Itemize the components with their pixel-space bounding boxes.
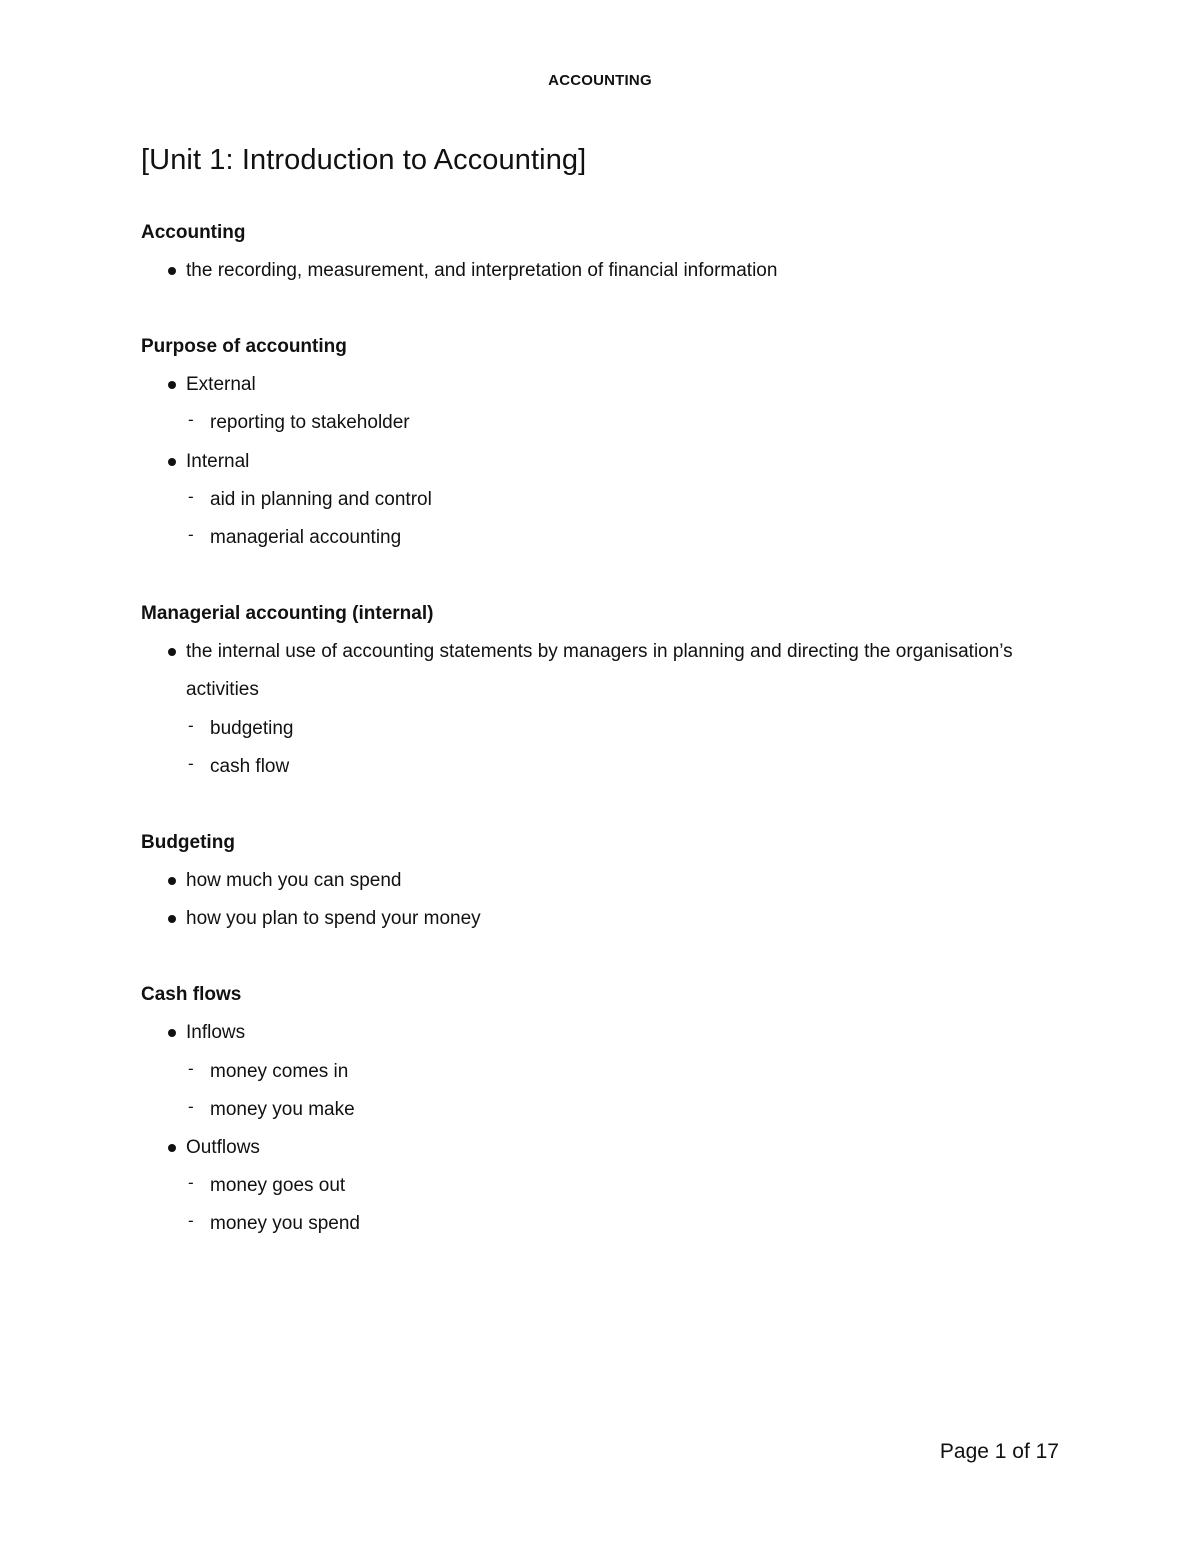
bullet-icon [168,915,176,923]
section-heading: Purpose of accounting [141,336,347,358]
section-cash-flows [141,976,1061,1243]
page-number: Page 1 of 17 [939,1440,1059,1463]
sub-list-item [186,1167,1061,1205]
dash-icon: - [188,1058,194,1078]
list-item-text: how you plan to spend your money [186,908,481,930]
bullet-list [141,252,1061,290]
section-purpose-of-accounting [141,328,1061,557]
dash-icon: - [188,753,194,773]
section-heading: Budgeting [141,832,235,854]
bullet-icon [168,381,176,389]
list-item [141,900,1061,938]
list-item-text: External [186,374,256,396]
section-heading: Managerial accounting (internal) [141,603,434,625]
dash-icon: - [188,410,194,430]
sub-list-item [186,1205,1061,1243]
list-item [141,366,1061,442]
list-item-text: Outflows [186,1137,260,1159]
list-item [141,1129,1061,1244]
sub-list [186,404,1061,442]
bullet-icon [168,458,176,466]
list-item-text: the recording, measurement, and interpretation of financial information [186,260,778,281]
sub-list [186,481,1061,557]
dash-icon: - [188,525,194,545]
dash-icon: - [188,1173,194,1193]
sub-list-item [186,710,1061,748]
bullet-list [141,1014,1061,1243]
sub-list-item [186,1091,1061,1129]
bullet-icon [168,267,176,275]
list-item-text: Inflows [186,1022,246,1044]
bullet-list [141,366,1061,557]
bullet-icon [168,877,176,885]
section-heading: Accounting [141,222,246,243]
section-managerial-accounting [141,595,1061,786]
sub-list [186,1167,1061,1243]
dash-icon: - [188,486,194,506]
section-heading: Cash flows [141,984,242,1006]
sub-item-text: money comes in [210,1060,349,1082]
section-budgeting [141,824,1061,938]
dash-icon: - [188,715,194,735]
sub-item-text: money you spend [210,1213,360,1235]
dash-icon: - [188,1211,194,1231]
section-accounting [141,214,1061,290]
sub-list-item [186,519,1061,557]
list-item [141,252,1061,290]
list-item [141,862,1061,900]
sub-list-item [186,404,1061,442]
sub-list-item [186,1053,1061,1091]
list-item [141,1014,1061,1129]
sub-list [186,1053,1061,1129]
sub-item-text: money you make [210,1098,355,1120]
list-item-text: the internal use of accounting statements by managers in planning and directing the organisation’s activities [186,641,1013,701]
list-item-text: Internal [186,450,250,472]
sub-list-item [186,748,1061,786]
sub-list [186,710,1061,786]
list-item [141,443,1061,558]
sub-item-text: cash flow [210,755,290,777]
list-item-text: how much you can spend [186,870,402,892]
bullet-list [141,633,1061,786]
sub-item-text: aid in planning and control [210,488,432,510]
bullet-list [141,862,1061,938]
sub-list-item [186,481,1061,519]
bullet-icon [168,1029,176,1037]
sub-item-text: managerial accounting [210,527,402,549]
bullet-icon [168,648,176,656]
bullet-icon [168,1144,176,1152]
sub-item-text: money goes out [210,1175,346,1197]
list-item [141,633,1061,786]
dash-icon: - [188,1096,194,1116]
unit-title: [Unit 1: Introduction to Accounting] [141,144,587,176]
document-body [141,140,1061,1244]
sub-item-text: budgeting [210,717,294,739]
sub-item-text: reporting to stakeholder [210,412,410,434]
running-header: ACCOUNTING [548,72,652,89]
